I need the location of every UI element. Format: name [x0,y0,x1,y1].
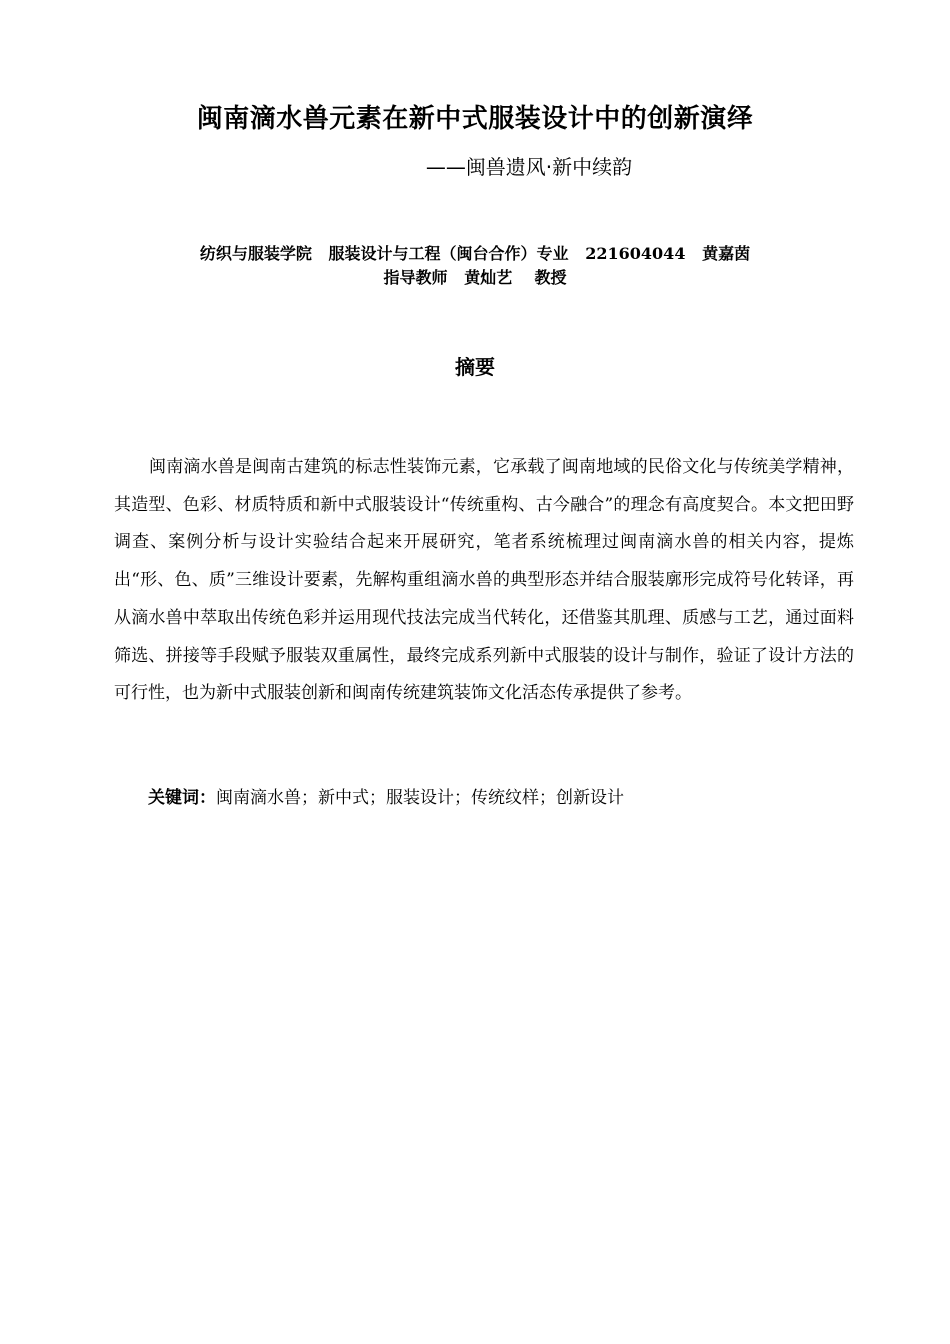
paper-subtitle: ——闽兽遗风·新中续韵 [425,155,633,179]
keywords-label: 关键词： [148,788,216,808]
keywords-line [148,784,624,812]
abstract-heading: 摘要 [455,355,495,379]
advisor-info-line: 指导教师 黄灿艺 教授 [383,268,567,287]
abstract-body: 闽南滴水兽是闽南古建筑的标志性装饰元素，它承载了闽南地域的民俗文化与传统美学精神，其造型、色彩、材质特质和新中式服装设计“传统重构、古今融合”的理念有高度契合。本文把田野调查、案例分析与设计实验结合起来开展研究，笔者系统梳理过闽南滴水兽的相关内容，提炼出“形、色、质”三维设计要素，先解构重组滴水兽的典型形态并结合服装廓形完成符号化转译，再从滴水兽中萃取出传统色彩并运用现代技法完成当代转化，还借鉴其肌理、质感与工艺，通过面料筛选、拼接等手段赋予服装双重属性，最终完成系列新中式服装的设计与制作，验证了设计方法的可行性，也为新中式服装创新和闽南传统建筑装饰文化活态传承提供了参考。 [114,457,854,704]
author-info-line: 纺织与服装学院 服装设计与工程（闽台合作）专业 221604044 黄嘉茵 [199,244,751,263]
paper-title: 闽南滴水兽元素在新中式服装设计中的创新演绎 [196,104,754,134]
keywords-text: 闽南滴水兽；新中式；服装设计；传统纹样；创新设计 [216,788,624,808]
